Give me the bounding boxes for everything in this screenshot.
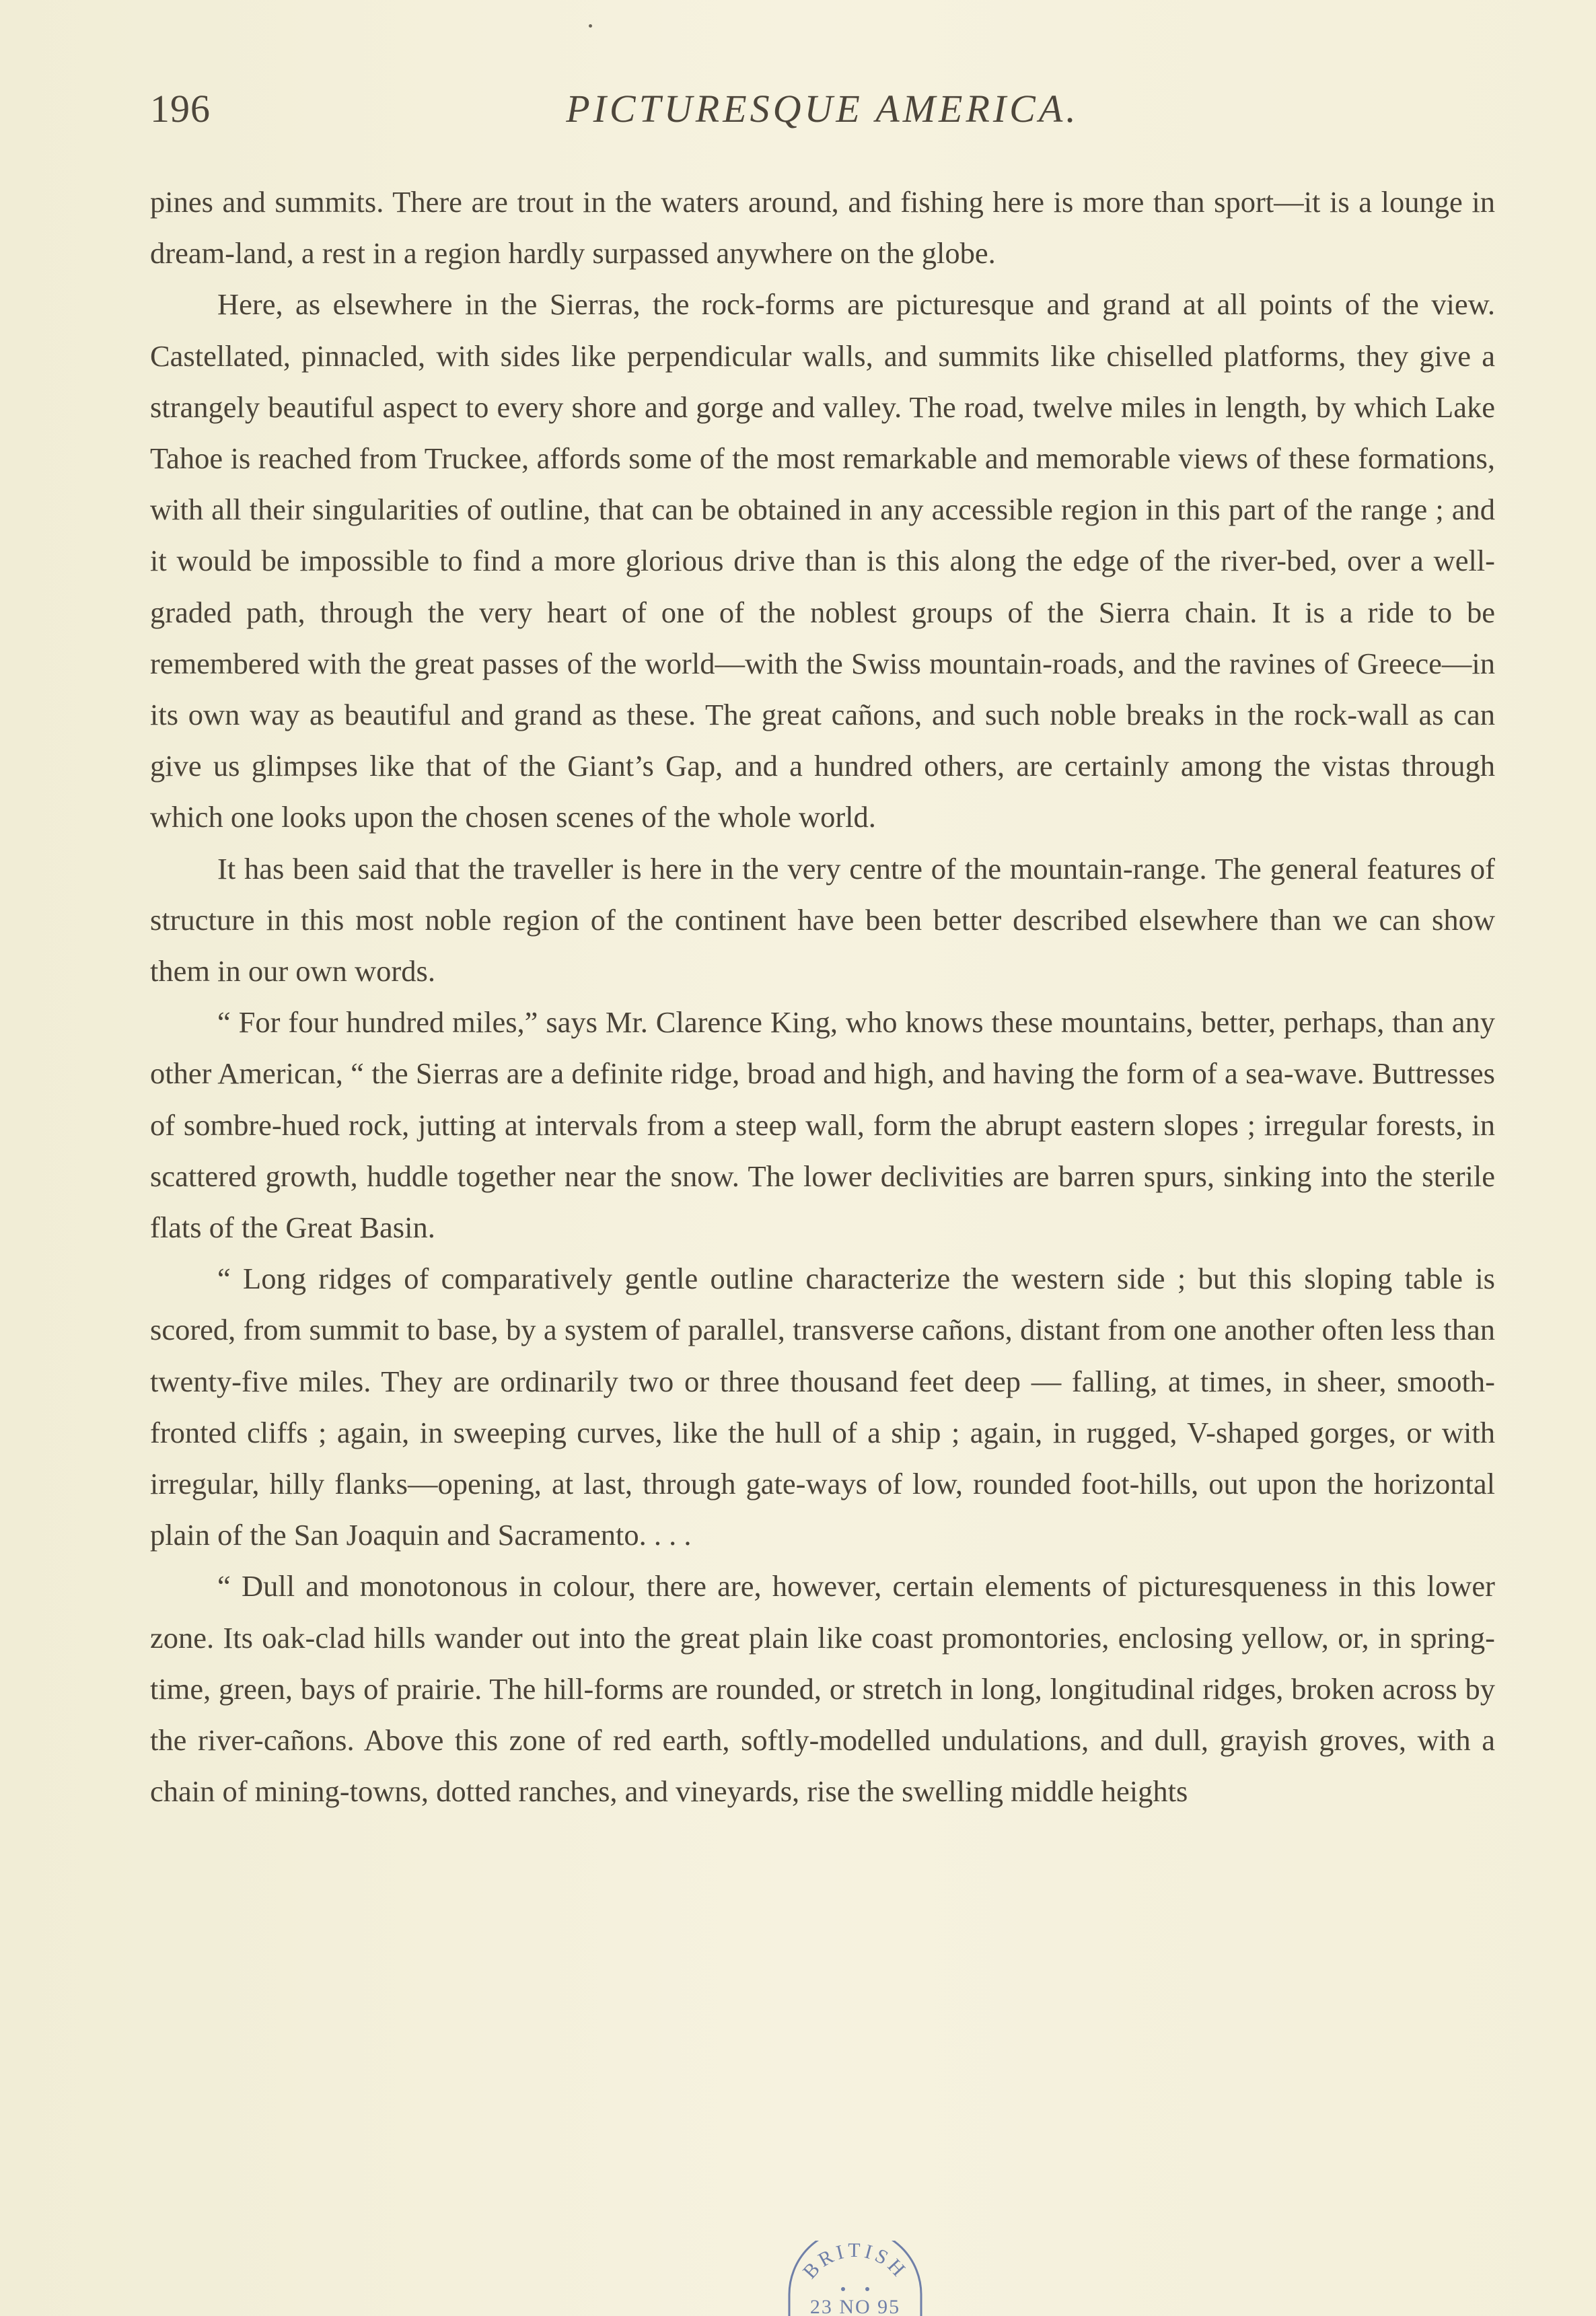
body-text: [150, 176, 1495, 1817]
paragraph: “ Dull and monotonous in colour, there are, however, certain elements of picturesqueness in this lower zone. Its oak-clad hills wander out into the great plain like coast promontories, enclosing yellow, or, in spring-time, green, bays of prairie. The hill-forms are rounded, or stretch in long, longitudinal ridges, broken across by the river-cañons. Above this zone of red earth, softly-modelled undulations, and dull, grayish groves, with a chain of mining-towns, dotted ranches, and vineyards, rise the swelling middle heights: [150, 1569, 1495, 1809]
paragraph: Here, as elsewhere in the Sierras, the rock-forms are picturesque and grand at all points of the view. Castellated, pinnacled, with sides like perpendicular walls, and summits like chiselled platforms, they give a strangely beautiful aspect to every shore and gorge and valley. The road, twelve miles in length, by which Lake Tahoe is reached from Truckee, affords some of the most remarkable and memorable views of these formations, with all their singularities of outline, that can be obtained in any accessible region in this part of the range ; and it would be impossible to find a more glorious drive than is this along the edge of the river-bed, over a well-graded path, through the very heart of one of the noblest groups of the Sierra chain. It is a ride to be remembered with the great passes of the world—with the Swiss mountain-roads, and the ravines of Greece—in its own way as beautiful and grand as these. The great cañons, and such noble breaks in the rock-wall as can give us glimpses like that of the Giant’s Gap, and a hundred others, are certainly among the vistas through which one looks upon the chosen scenes of the whole world.: [150, 287, 1495, 834]
paragraph: “ Long ridges of comparatively gentle outline characterize the western side ; but this sloping table is scored, from summit to base, by a system of parallel, transverse cañons, distant from one another often less than twenty-five miles. They are ordinarily two or three thousand feet deep — falling, at times, in sheer, smooth-fronted cliffs ; again, in sweeping curves, like the hull of a ship ; again, in rugged, V-shaped gorges, or with irregular, hilly flanks—opening, at last, through gate-ways of low, rounded foot-hills, out upon the horizontal plain of the San Joaquin and Sacramento. . . .: [150, 1262, 1495, 1552]
stamp-top-text: BRITISH: [798, 2241, 912, 2283]
library-stamp: [777, 2241, 933, 2316]
stamp-dot: [865, 2287, 869, 2291]
paragraph: It has been said that the traveller is here in the very centre of the mountain-range. The general features of structure in this most noble region of the continent have been better described elsewhere than we can show them in our own words.: [150, 851, 1495, 988]
paragraph: pines and summits. There are trout in the waters around, and fishing here is more than sport—it is a lounge in dream-land, a rest in a region hardly surpassed anywhere on the globe.: [150, 185, 1495, 270]
svg-text:BRITISH: [799, 2241, 912, 2283]
stamp-dot: [841, 2287, 845, 2291]
ink-speck: [589, 24, 592, 28]
page-header: [150, 86, 1495, 147]
running-head: PICTURESQUE AMERICA.: [566, 87, 1079, 131]
page-number: 196: [150, 87, 211, 131]
paragraph: “ For four hundred miles,” says Mr. Clarence King, who knows these mountains, better, perhaps, than any other American, “ the Sierras are a definite ridge, broad and high, and having the form of a sea-wave. Buttresses of sombre-hued rock, jutting at intervals from a steep wall, form the abrupt eastern slopes ; irregular forests, in scattered growth, huddle together near the snow. The lower declivities are barren spurs, sinking into the sterile flats of the Great Basin.: [150, 1005, 1495, 1245]
stamp-date: 23 NO 95: [809, 2296, 901, 2316]
